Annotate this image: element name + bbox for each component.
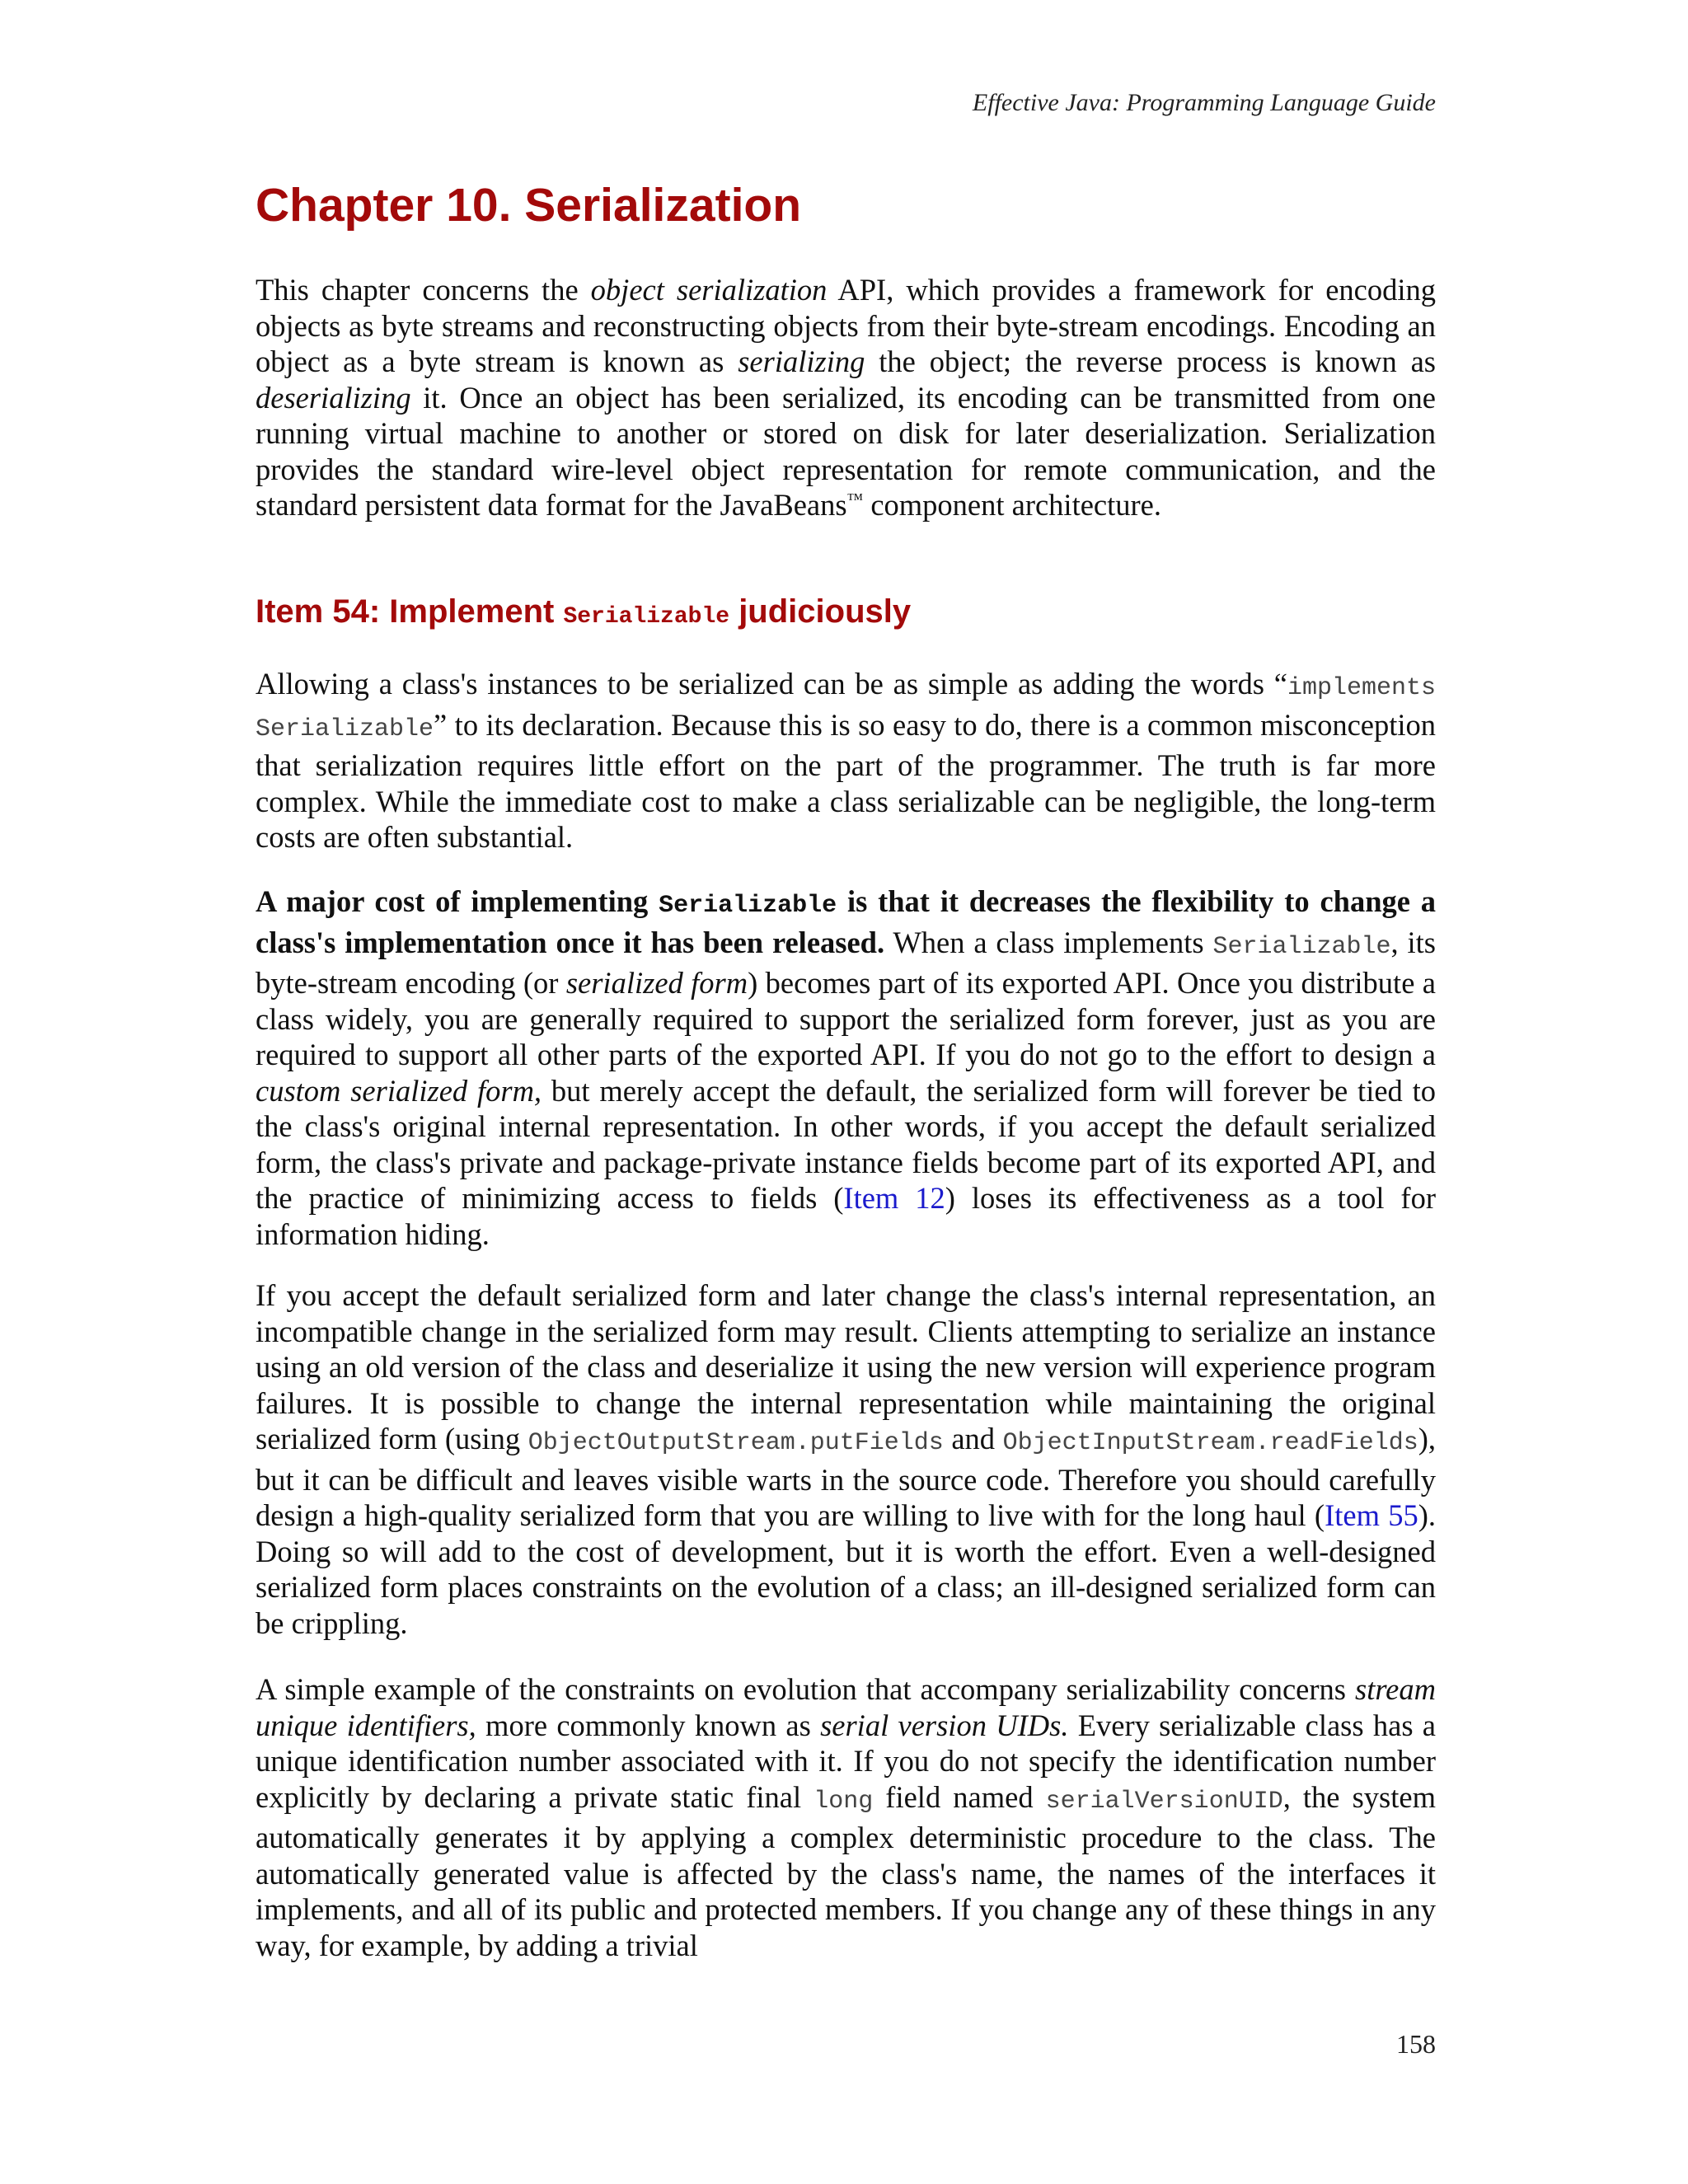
term-serializing: serializing <box>738 344 865 378</box>
item-54-heading: Item 54: Implement Serializable judiciously <box>256 593 912 630</box>
page-number: 158 <box>1396 2029 1436 2059</box>
code-long: long <box>814 1787 874 1816</box>
intro-paragraph: This chapter concerns the object serialization API, which provides a framework for encoding objects as byte streams and reconstructing objects from their byte-stream encodings. Encoding an object as a byte stream is known as serializing the object; the reverse process is known as deserializing it. Once an object has been serialized, its encoding can be transmitted from one running virtual machine to another or stored on disk for later deserialization. Serialization provides the standard wire-level object representation for remote communication, and the standard persistent data format for the JavaBeans™ component architecture. <box>256 273 1437 522</box>
term-object-serialization: object serialization <box>590 273 828 307</box>
heading-code-serializable: Serializable <box>563 604 730 630</box>
code-putfields: ObjectOutputStream.putFields <box>528 1429 944 1457</box>
chapter-title: Chapter 10. Serialization <box>256 179 802 232</box>
code-readfields: ObjectInputStream.readFields <box>1002 1429 1418 1457</box>
code-serializable: Serializable <box>1212 932 1391 961</box>
paragraph-3: If you accept the default serialized form and later change the class's internal representation, an incompatible change in the serialized form may result. Clients attempting to serialize an instance using an old version of the class and deserialize it using the new version will experience program failures. It is possible to change the internal representation while maintaining the original serialized form (using ObjectOutputStream.putFields and ObjectInputStream.readFields), but it can be difficult and leaves visible warts in the source code. Therefore you should carefully design a high-quality serialized form that you are willing to live with for the long haul (Item 55). Doing so will add to the cost of development, but it is worth the effort. Even a well-designed serialized form places constraints on the evolution of a class; an ill-designed serialized form can be crippling. <box>256 1278 1437 1640</box>
running-header: Effective Java: Programming Language Guide <box>972 89 1436 116</box>
link-item-55[interactable]: Item 55 <box>1325 1498 1418 1532</box>
trademark-symbol: ™ <box>846 490 864 509</box>
paragraph-2: A major cost of implementing Serializable is that it decreases the flexibility to change a class's implementation once it has been released. When a class implements Serializable, its byte-stream encoding (or serialized form) becomes part of its exported API. Once you distribute a class widely, you are generally required to support the serialized form forever, just as you are required to support all other parts of the exported API. If you do not go to the effort to design a custom serialized form, but merely accept the default, the serialized form will forever be tied to the class's original internal representation. In other words, if you accept the default serialized form, the class's private and package-private instance fields become part of its exported API, and the practice of minimizing access to fields (Item 12) loses its effectiveness as a tool for information hiding. <box>256 884 1436 1251</box>
paragraph-1: Allowing a class's instances to be serialized can be as simple as adding the words “implements Serializable” to its declaration. Because this is so easy to do, there is a common misconception that serialization requires little effort on the part of the programmer. The truth is far more complex. While the immediate cost to make a class serializable can be negligible, the long-term costs are often substantial. <box>256 667 1436 854</box>
paragraph-4: A simple example of the constraints on evolution that accompany serializability concerns stream unique identifiers, more commonly known as serial version UIDs. Every serializable class has a unique identification number associated with it. If you do not specify the identification number explicitly by declaring a private static final long field named serialVersionUID, the system automatically generates it by applying a complex deterministic procedure to the class. The automatically generated value is affected by the class's name, the names of the interfaces it implements, and all of its public and protected members. If you change any of these things in any way, for example, by adding a trivial <box>256 1672 1437 1962</box>
code-implements-serializable: implements Serializable <box>256 674 1436 743</box>
bold-statement: A major cost of implementing Serializable is that it decreases the flexibility to change a class's implementation once it has been released. <box>256 884 1436 959</box>
term-deserializing: deserializing <box>256 380 411 415</box>
link-item-12[interactable]: Item 12 <box>843 1181 945 1215</box>
code-serialversionuid: serialVersionUID <box>1045 1787 1283 1816</box>
